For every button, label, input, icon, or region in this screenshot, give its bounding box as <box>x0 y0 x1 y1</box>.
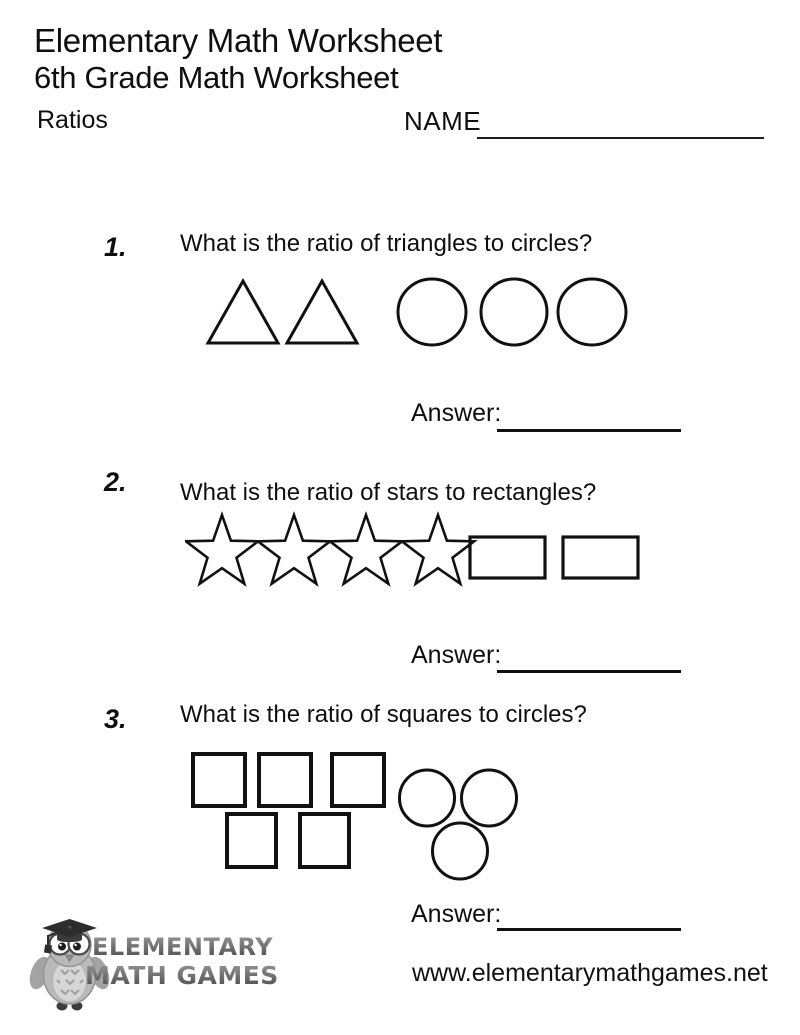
circle-shape <box>481 279 547 345</box>
star-shape <box>186 515 258 584</box>
question-1-number: 1. <box>104 232 127 262</box>
owl-eye-highlight <box>74 944 76 946</box>
graduation-cap-tassel-end <box>44 945 52 954</box>
question-2-number: 2. <box>104 467 127 497</box>
question-2-answer-line <box>497 670 681 673</box>
star-shape <box>402 515 474 584</box>
triangle-shape <box>208 281 278 343</box>
question-1-answer-line <box>497 429 681 432</box>
question-2-answer-label: Answer: <box>411 641 502 669</box>
star-shape <box>330 515 402 584</box>
name-fill-in-line <box>477 137 764 139</box>
circle-shape <box>398 279 466 345</box>
circle-shape <box>400 770 455 826</box>
circle-shape <box>558 279 626 345</box>
question-2-shapes <box>185 511 645 589</box>
triangle-shape <box>287 281 357 343</box>
square-shape <box>227 814 276 867</box>
star-shape <box>258 515 330 584</box>
owl-eye-highlight <box>59 944 61 946</box>
question-3-shapes <box>190 750 522 882</box>
rectangle-shape <box>563 537 638 578</box>
worksheet-subtitle: 6th Grade Math Worksheet <box>34 60 399 95</box>
square-shape <box>193 754 245 806</box>
square-shape <box>332 754 384 806</box>
question-1-answer-label: Answer: <box>411 399 502 427</box>
topic-label: Ratios <box>37 106 108 134</box>
question-3-answer-line <box>497 928 681 931</box>
question-1-text: What is the ratio of triangles to circles? <box>180 230 593 257</box>
square-shape <box>300 814 349 867</box>
question-3-number: 3. <box>104 704 127 734</box>
name-label: NAME <box>404 106 482 136</box>
owl-pupil <box>73 943 81 951</box>
circle-shape <box>462 770 517 826</box>
rectangle-shape <box>470 537 545 578</box>
square-shape <box>259 754 311 806</box>
question-1-shapes <box>200 276 640 348</box>
question-2-text: What is the ratio of stars to rectangles? <box>180 479 597 506</box>
logo-text-line2: MATH GAMES <box>85 961 279 990</box>
circle-shape <box>433 823 488 879</box>
question-3-answer-label: Answer: <box>411 900 502 928</box>
question-3-text: What is the ratio of squares to circles? <box>180 701 587 728</box>
website-url: www.elementarymathgames.net <box>412 959 768 987</box>
owl-pupil <box>58 943 66 951</box>
worksheet-title: Elementary Math Worksheet <box>34 22 443 59</box>
logo-text-line1: ELEMENTARY <box>92 933 274 961</box>
